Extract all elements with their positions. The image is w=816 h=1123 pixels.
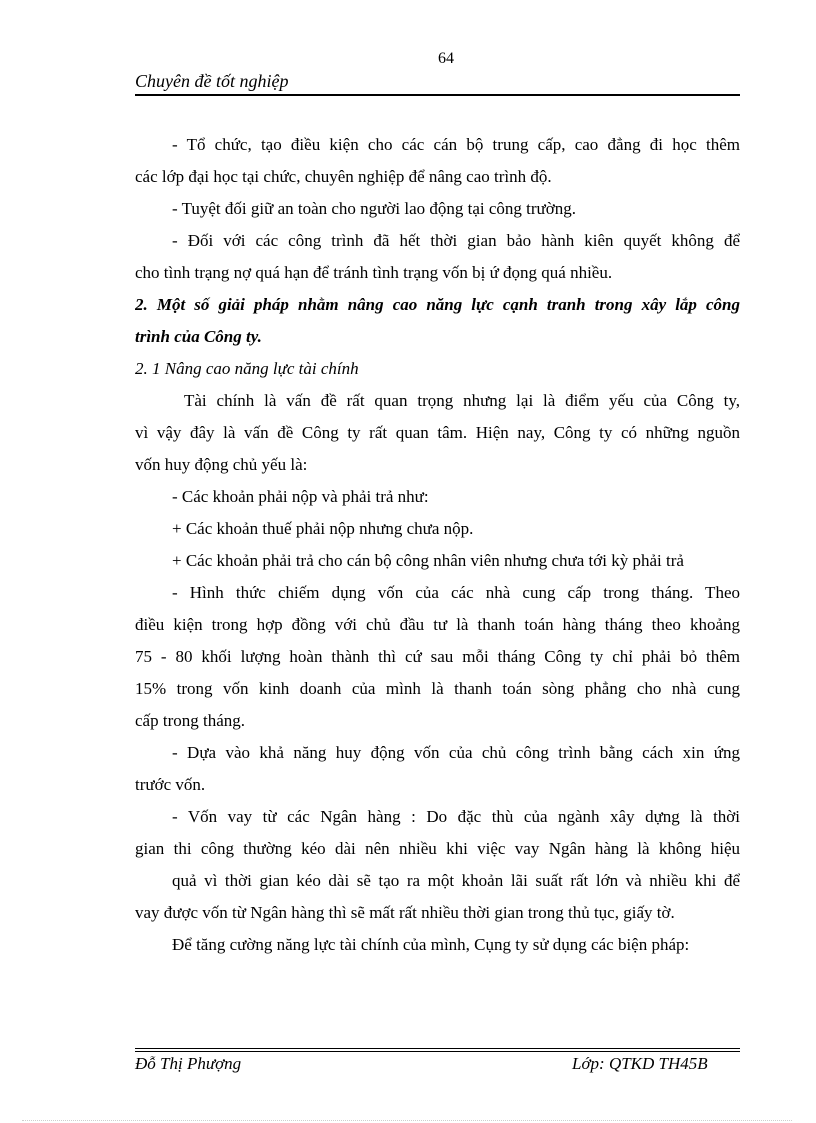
paragraph-line: các lớp đại học tại chức, chuyên nghiệp để nâng cao trình độ. [135,167,552,186]
section-heading: trình của Công ty. [135,327,262,346]
paragraph-line: quả vì thời gian kéo dài sẽ tạo ra một khoản lãi suất rất lớn và nhiều khi để [172,871,740,890]
paragraph-line: 15% trong vốn kinh doanh của mình là thanh toán sòng phẳng cho nhà cung [135,679,740,698]
paragraph-line: vay được vốn từ Ngân hàng thì sẽ mất rất nhiều thời gian trong thủ tục, giấy tờ. [135,903,675,922]
paragraph-line: - Dựa vào khả năng huy động vốn của chủ công trình bằng cách xin ứng [172,743,740,762]
paragraph-line: + Các khoản phải trả cho cán bộ công nhân viên nhưng chưa tới kỳ phải trả [172,551,684,570]
paragraph-line: trước vốn. [135,775,206,794]
footer-rule-bottom [135,1051,740,1052]
subsection-heading: 2. 1 Nâng cao năng lực tài chính [135,359,359,378]
footer-author: Đỗ Thị Phượng [135,1054,242,1073]
footer-rule-top [135,1048,740,1049]
paragraph-line: gian thi công thường kéo dài nên nhiều khi việc vay Ngân hàng là không hiệu [135,839,740,858]
section-heading: 2. Một số giải pháp nhằm nâng cao năng lực cạnh tranh trong xây lắp công [135,295,740,314]
paragraph-line: điều kiện trong hợp đồng với chủ đầu tư là thanh toán hàng tháng theo khoảng [135,615,740,634]
paragraph-line: cho tình trạng nợ quá hạn để tránh tình trạng vốn bị ứ đọng quá nhiều. [135,263,613,282]
paragraph-line: - Các khoản phải nộp và phải trả như: [172,487,429,506]
paragraph-line: 75 - 80 khối lượng hoàn thành thì cứ sau mỗi tháng Công ty chỉ phải bỏ thêm [135,647,740,666]
paragraph-line: vì vậy đây là vấn đề Công ty rất quan tâm. Hiện nay, Công ty có những nguồn [135,423,740,442]
footer-class: Lớp: QTKD TH45B [572,1054,708,1073]
page-number: 64 [438,50,454,67]
paragraph-line: - Đối với các công trình đã hết thời gian bảo hành kiên quyết không để [172,231,740,250]
paragraph-line: Để tăng cường năng lực tài chính của mình, Cụng ty sử dụng các biện pháp: [172,935,690,954]
paragraph-line: Tài chính là vấn đề rất quan trọng nhưng lại là điểm yếu của Công ty, [184,391,740,410]
paragraph-line: vốn huy động chủ yếu là: [135,455,308,474]
paragraph-line: - Vốn vay từ các Ngân hàng : Do đặc thù của ngành xây dựng là thời [172,807,740,826]
paragraph-line: - Tuyệt đối giữ an toàn cho người lao động tại công trường. [172,199,576,218]
page-body [135,131,740,963]
paragraph-line: - Tổ chức, tạo điều kiện cho các cán bộ trung cấp, cao đẳng đi học thêm [172,135,740,154]
document-header-title: Chuyên đề tốt nghiệp [135,71,289,91]
header-rule [135,94,740,96]
paragraph-line: - Hình thức chiếm dụng vốn của các nhà cung cấp trong tháng. Theo [172,583,740,602]
paragraph-line: + Các khoản thuế phải nộp nhưng chưa nộp. [172,519,474,538]
paragraph-line: cấp trong tháng. [135,711,245,730]
page-edge [22,1120,792,1121]
